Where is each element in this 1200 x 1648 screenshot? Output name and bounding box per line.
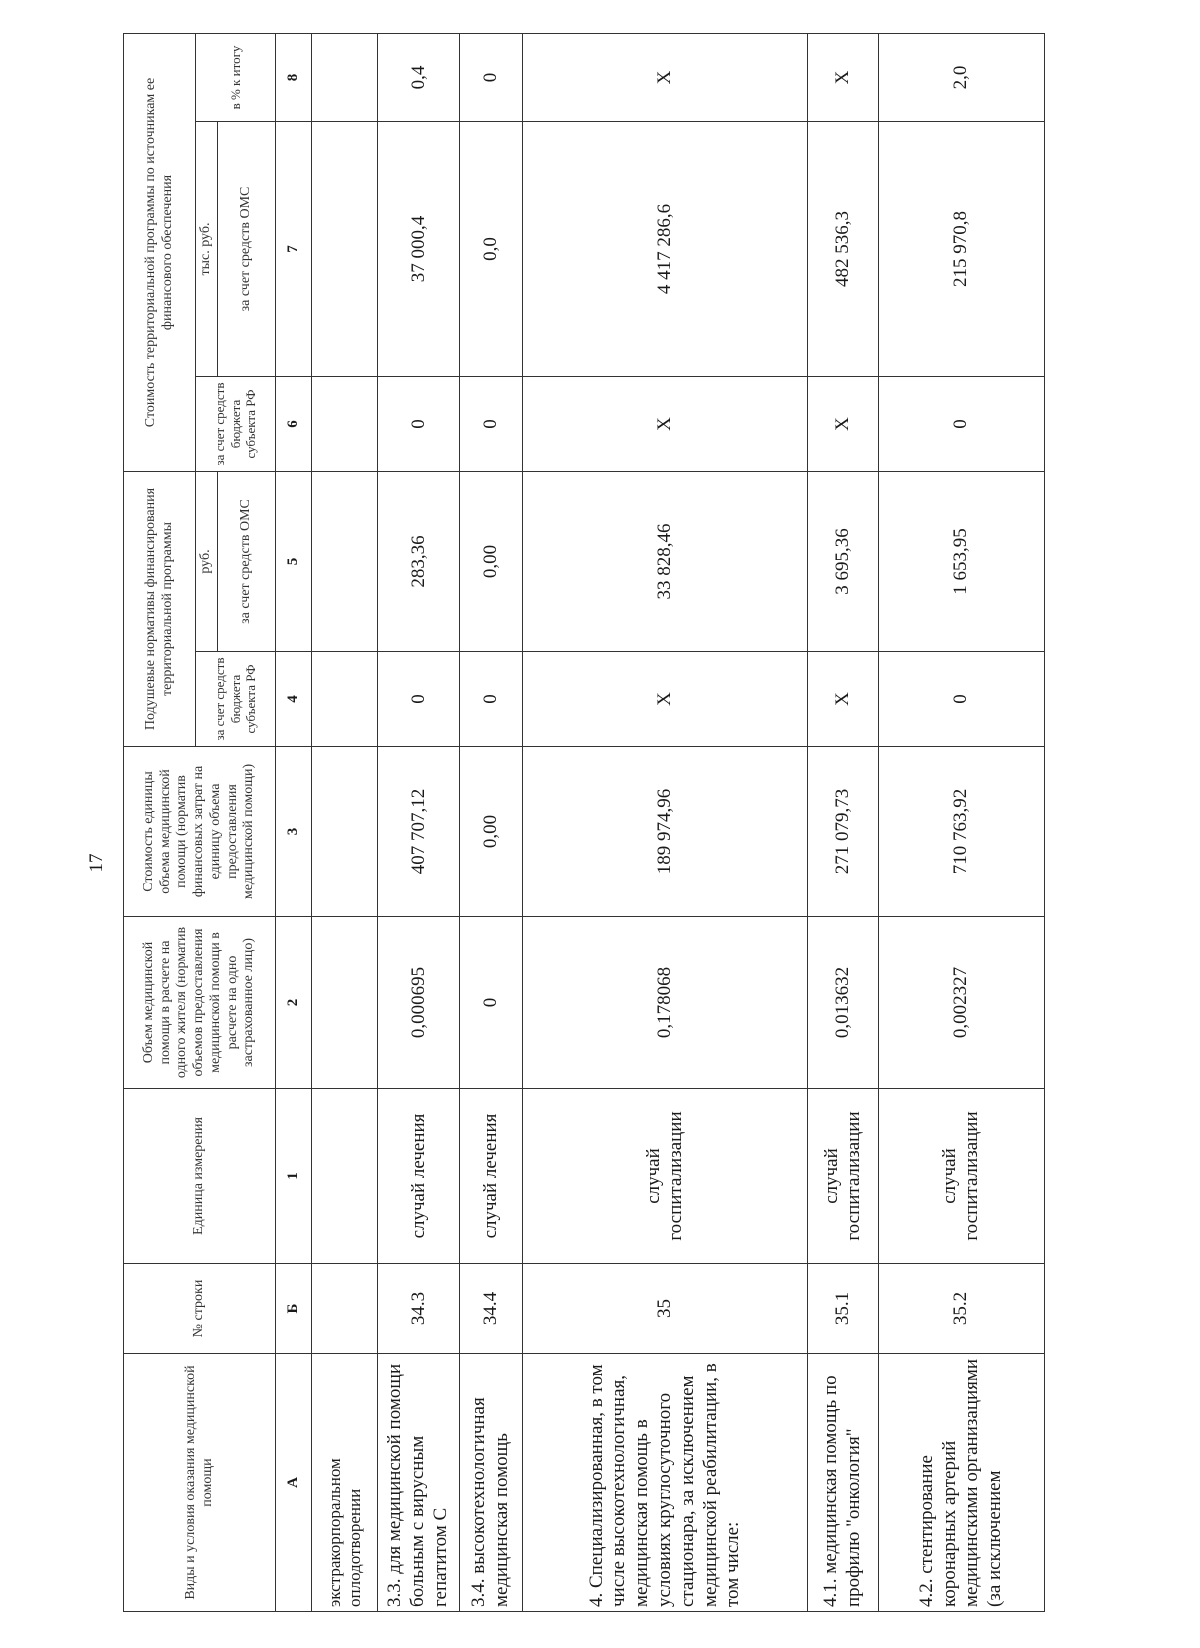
column-number: 8 <box>276 33 312 121</box>
unit-cost-cell: 271 079,73 <box>808 747 879 917</box>
budget-cost-cell: Х <box>808 377 879 472</box>
oms-per-capita-cell: 0,00 <box>459 472 523 652</box>
budget-cost-cell: Х <box>523 377 808 472</box>
row-number: 34.3 <box>378 1264 459 1354</box>
column-number: 2 <box>276 917 312 1089</box>
header-col-2: Объем медицинской помощи в расчете на одного жителя (норматив объемов предоставления медицинской помощи в расчете на одно застрахованное лицо) <box>124 917 276 1089</box>
column-number: Б <box>276 1264 312 1354</box>
budget-cost-cell: 0 <box>878 377 1044 472</box>
oms-cost-cell: 0,0 <box>459 122 523 377</box>
unit-cell <box>312 1089 378 1264</box>
oms-per-capita-cell: 1 653,95 <box>878 472 1044 652</box>
table-row <box>459 33 523 1611</box>
budget-per-capita-cell: 0 <box>459 652 523 747</box>
oms-cost-cell <box>312 122 378 377</box>
unit-cell: случай госпитализации <box>878 1089 1044 1264</box>
column-number: 6 <box>276 377 312 472</box>
percent-cell: Х <box>808 33 879 121</box>
unit-cost-cell: 189 974,96 <box>523 747 808 917</box>
unit-cost-cell <box>312 747 378 917</box>
volume-cell: 0,000695 <box>378 917 459 1089</box>
rotated-page <box>123 34 1045 1612</box>
header-col-5: за счет средств ОМС <box>218 472 276 652</box>
table-row <box>312 33 378 1611</box>
header-col-a: Виды и условия оказания медицинской помощи <box>124 1354 276 1612</box>
budget-cost-cell: 0 <box>459 377 523 472</box>
header-col-6: за счет средств бюджета субъекта РФ <box>196 377 276 472</box>
row-label: 3.4. высокотехнологичная медицинская помощь <box>459 1354 523 1612</box>
row-label: 4. Специализированная, в том числе высокотехнологичная, медицинская помощь в условиях круглосуточного стационара, за исключением медицинской реабилитации, в том числе: <box>523 1354 808 1612</box>
column-number: 7 <box>276 122 312 377</box>
oms-cost-cell: 215 970,8 <box>878 122 1044 377</box>
volume-cell: 0 <box>459 917 523 1089</box>
budget-cost-cell <box>312 377 378 472</box>
table-row <box>378 33 459 1611</box>
header-col-4: за счет средств бюджета субъекта РФ <box>196 652 276 747</box>
header-group-program-cost: Стоимость территориальной программы по источникам ее финансового обеспечения <box>124 33 196 471</box>
row-number: 35.1 <box>808 1264 879 1354</box>
table-row <box>523 33 808 1611</box>
unit-cost-cell: 0,00 <box>459 747 523 917</box>
percent-cell: 2,0 <box>878 33 1044 121</box>
volume-cell: 0,002327 <box>878 917 1044 1089</box>
budget-per-capita-cell <box>312 652 378 747</box>
budget-per-capita-cell: Х <box>523 652 808 747</box>
row-label: 3.3. для медицинской помощи больным с вирусным гепатитом С <box>378 1354 459 1612</box>
budget-per-capita-cell: 0 <box>378 652 459 747</box>
budget-cost-cell: 0 <box>378 377 459 472</box>
column-number-row <box>276 33 312 1611</box>
row-label: 4.1. медицинская помощь по профилю "онкология" <box>808 1354 879 1612</box>
financing-table <box>123 33 1045 1612</box>
volume-cell: 0,178068 <box>523 917 808 1089</box>
column-number: 5 <box>276 472 312 652</box>
oms-per-capita-cell <box>312 472 378 652</box>
percent-cell: 0,4 <box>378 33 459 121</box>
header-col-8: в % к итогу <box>196 33 276 121</box>
unit-cell: случай лечения <box>378 1089 459 1264</box>
page-number: 17 <box>86 853 107 873</box>
row-number: 35.2 <box>878 1264 1044 1354</box>
header-group-per-capita: Подушевые нормативы финансирования территориальной программы <box>124 472 196 747</box>
unit-cost-cell: 407 707,12 <box>378 747 459 917</box>
row-number: 34.4 <box>459 1264 523 1354</box>
row-number <box>312 1264 378 1354</box>
column-number: А <box>276 1354 312 1612</box>
volume-cell: 0,013632 <box>808 917 879 1089</box>
percent-cell: 0 <box>459 33 523 121</box>
unit-cost-cell: 710 763,92 <box>878 747 1044 917</box>
volume-cell <box>312 917 378 1089</box>
unit-cell: случай госпитализации <box>523 1089 808 1264</box>
column-number: 4 <box>276 652 312 747</box>
table-row <box>808 33 879 1611</box>
header-col-b: № строки <box>124 1264 276 1354</box>
column-number: 3 <box>276 747 312 917</box>
unit-cell: случай госпитализации <box>808 1089 879 1264</box>
header-unit-thousand-rub: тыс. руб. <box>196 122 218 377</box>
budget-per-capita-cell: Х <box>808 652 879 747</box>
budget-per-capita-cell: 0 <box>878 652 1044 747</box>
header-unit-rub: руб. <box>196 472 218 652</box>
oms-per-capita-cell: 3 695,36 <box>808 472 879 652</box>
percent-cell: Х <box>523 33 808 121</box>
header-col-1: Единица измерения <box>124 1089 276 1264</box>
row-label: 4.2. стентирование коронарных артерий медицинскими организациями (за исключением <box>878 1354 1044 1612</box>
row-number: 35 <box>523 1264 808 1354</box>
oms-per-capita-cell: 33 828,46 <box>523 472 808 652</box>
oms-per-capita-cell: 283,36 <box>378 472 459 652</box>
oms-cost-cell: 4 417 286,6 <box>523 122 808 377</box>
table-row <box>878 33 1044 1611</box>
column-number: 1 <box>276 1089 312 1264</box>
row-label: экстракорпоральном оплодотворении <box>312 1354 378 1612</box>
unit-cell: случай лечения <box>459 1089 523 1264</box>
percent-cell <box>312 33 378 121</box>
header-col-7: за счет средств ОМС <box>218 122 276 377</box>
oms-cost-cell: 37 000,4 <box>378 122 459 377</box>
header-col-3: Стоимость единицы объема медицинской помощи (норматив финансовых затрат на единицу объема предоставления медицинской помощи) <box>124 747 276 917</box>
oms-cost-cell: 482 536,3 <box>808 122 879 377</box>
